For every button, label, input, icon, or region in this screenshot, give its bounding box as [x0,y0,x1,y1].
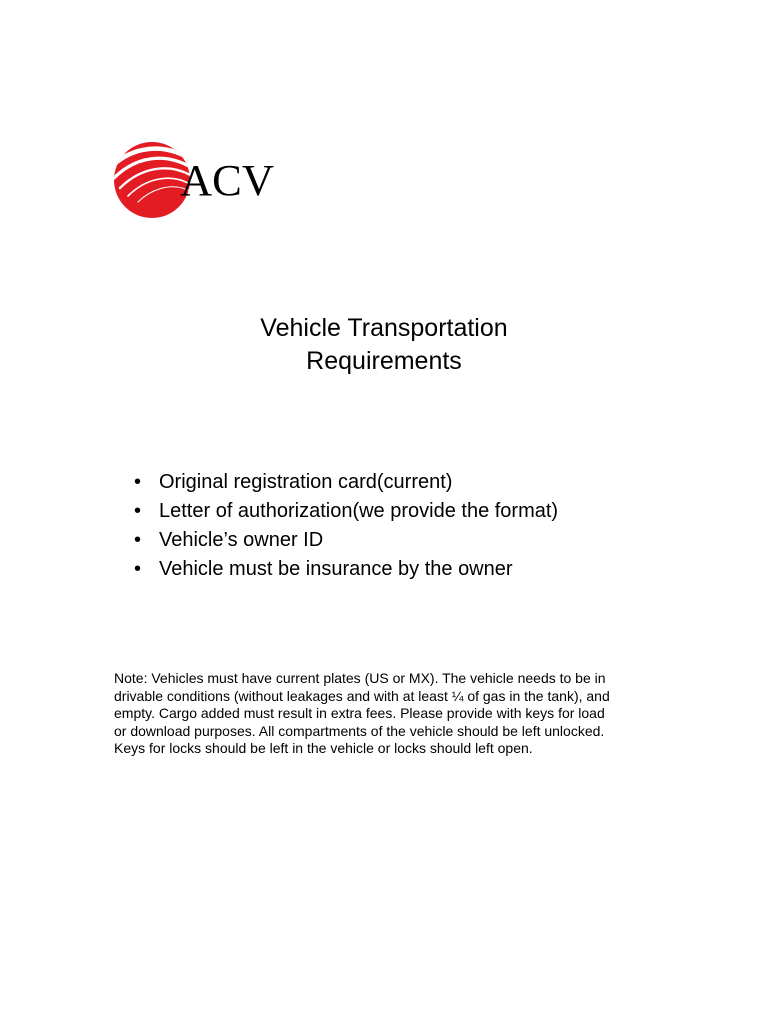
note-paragraph [114,670,674,758]
requirements-list [132,468,558,584]
requirement-text: Vehicle’s owner ID [159,529,324,551]
acv-logo-graphic [114,138,284,222]
page-title [0,312,768,378]
note-line: Note: Vehicles must have current plates (US or MX). The vehicle needs to be in [114,670,606,686]
list-item [132,555,558,584]
logo-wordmark: ACV [180,156,275,205]
bullet-icon: • [134,558,142,580]
bullet-icon: • [134,500,142,522]
note-line: drivable conditions (without leakages and with at least ¼ of gas in the tank), and [114,687,610,704]
note-line: or download purposes. All compartments of the vehicle should be left unlocked. [114,722,605,739]
list-item [132,468,558,497]
requirement-text: Letter of authorization(we provide the format) [159,500,559,522]
note-line: Keys for locks should be left in the vehicle or locks should left open. [114,740,533,757]
page-title-line-1: Vehicle Transportation [260,314,508,342]
page-title-line-2: Requirements [306,347,462,375]
list-item [132,497,558,526]
requirement-text: Original registration card(current) [159,471,453,493]
requirement-text: Vehicle must be insurance by the owner [159,558,513,580]
acv-logo [114,138,284,222]
list-item [132,526,558,555]
note-line: empty. Cargo added must result in extra fees. Please provide with keys for load [114,705,605,722]
bullet-icon: • [134,529,142,551]
bullet-icon: • [134,471,142,493]
